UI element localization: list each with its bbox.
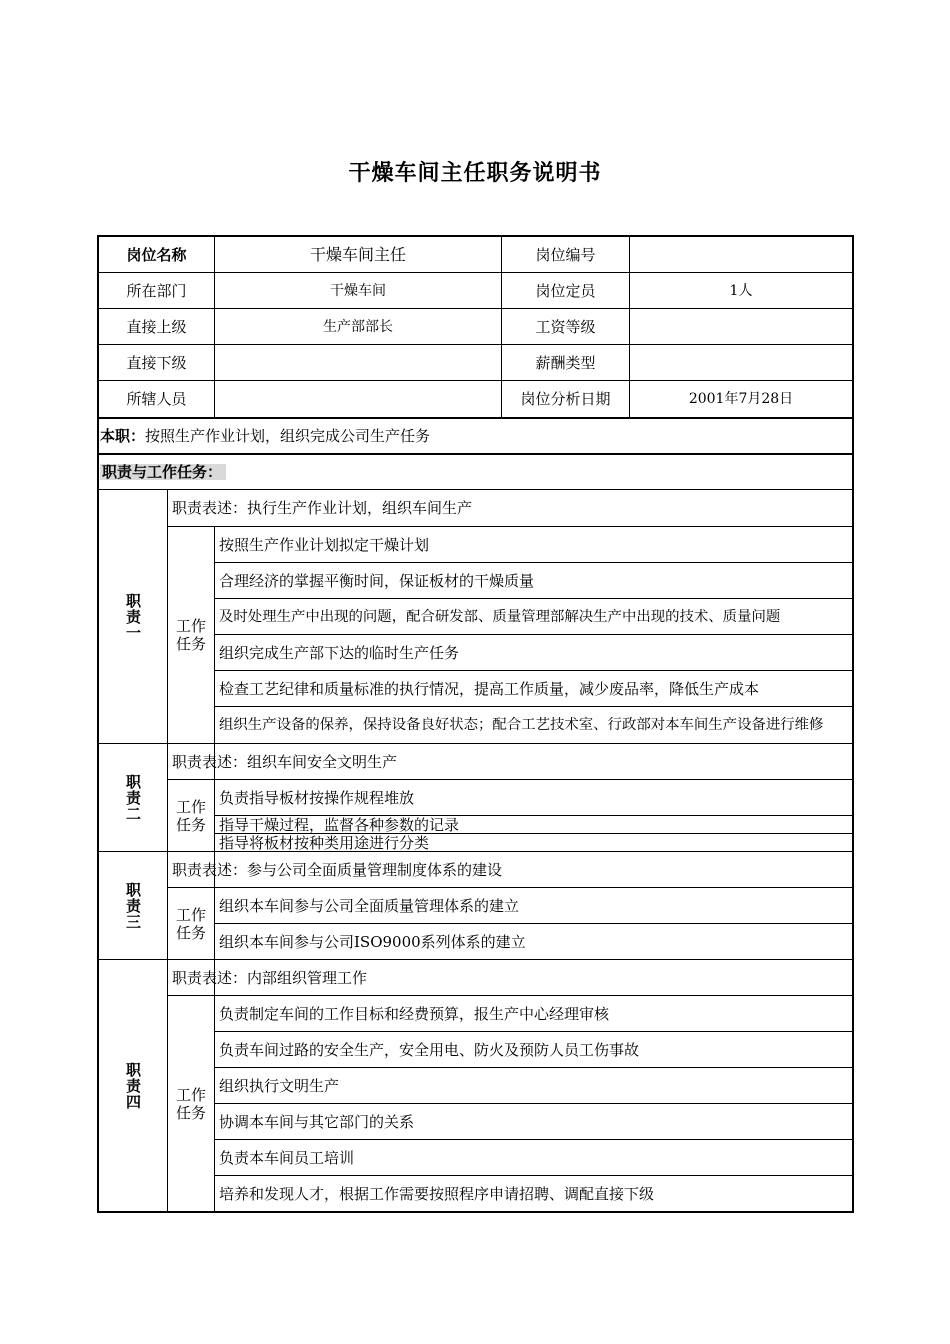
superior-label: 直接上级	[126, 317, 187, 336]
task-item: 合理经济的掌握平衡时间，保证板材的干燥质量	[219, 571, 535, 590]
duty-4-description: 职责表述：内部组织管理工作	[172, 968, 368, 987]
task-label-line1: 工作	[175, 617, 206, 635]
main-duty-label: 本职：	[100, 427, 146, 445]
task-item: 及时处理生产中出现的问题，配合研发部、质量管理部解决生产中出现的技术、质量问题	[219, 608, 781, 625]
duty-1-label	[99, 490, 167, 743]
duty-3-task-label	[168, 888, 214, 959]
task-label-line2: 任务	[175, 923, 206, 942]
staff-label: 所辖人员	[126, 390, 187, 408]
duty-1-task-label	[168, 527, 214, 743]
duties-header-row	[99, 455, 852, 489]
duty-3-label	[99, 852, 167, 959]
duty-2-label	[99, 744, 167, 851]
task-label-line2: 任务	[175, 815, 206, 834]
task-item: 组织完成生产部下达的临时生产任务	[219, 643, 460, 662]
subordinate-label: 直接下级	[126, 353, 187, 372]
salary-grade-value	[630, 309, 852, 344]
job-description-table	[97, 235, 854, 1213]
main-duty-text: 按照生产作业计划，组织完成公司生产任务	[145, 427, 431, 445]
headcount-value: 1人	[729, 282, 753, 299]
staff-value	[215, 381, 501, 417]
task-label-line1: 工作	[175, 1085, 206, 1104]
task-item: 检查工艺纪律和质量标准的执行情况，提高工作质量，减少废品率，降低生产成本	[219, 679, 760, 698]
department-label: 所在部门	[126, 281, 187, 300]
superior-value: 生产部部长	[323, 318, 393, 335]
pay-type-label: 薪酬类型	[535, 353, 596, 372]
position-code-label: 岗位编号	[535, 245, 596, 264]
task-item: 组织本车间参与公司全面质量管理体系的建立	[219, 896, 520, 915]
task-item: 组织本车间参与公司ISO9000系列体系的建立	[219, 932, 526, 951]
position-name-label: 岗位名称	[126, 245, 187, 264]
task-item: 组织执行文明生产	[219, 1076, 340, 1095]
task-item: 负责车间过路的安全生产，安全用电、防火及预防人员工伤事故	[219, 1040, 640, 1059]
page-title: 干燥车间主任职务说明书	[348, 161, 602, 186]
duty-2-description: 职责表述：组织车间安全文明生产	[172, 752, 398, 771]
analysis-date-label: 岗位分析日期	[520, 390, 611, 408]
task-label-line1: 工作	[175, 905, 206, 924]
analysis-date-value: 2001年7月28日	[688, 391, 794, 407]
task-item: 负责本车间员工培训	[219, 1148, 355, 1167]
subordinate-value	[215, 345, 501, 380]
duty-4-task-label	[168, 996, 214, 1211]
duty-4-name: 职责四	[124, 1061, 142, 1110]
department-value: 干燥车间	[330, 282, 386, 299]
task-label-line1: 工作	[175, 797, 206, 816]
task-item: 协调本车间与其它部门的关系	[219, 1112, 415, 1131]
task-label-line2: 任务	[175, 635, 206, 653]
duty-1-description: 职责表述：执行生产作业计划，组织车间生产	[172, 499, 473, 517]
task-item: 组织生产设备的保养，保持设备良好状态；配合工艺技术室、行政部对本车间生产设备进行维修	[219, 717, 824, 733]
duties-header: 职责与工作任务：	[100, 464, 226, 480]
position-name-value: 干燥车间主任	[309, 244, 406, 264]
duty-3-name: 职责三	[124, 881, 142, 930]
task-item: 培养和发现人才，根据工作需要按照程序申请招聘、调配直接下级	[219, 1184, 655, 1203]
duty-1-name: 职责一	[124, 592, 142, 641]
task-item: 负责制定车间的工作目标和经费预算，报生产中心经理审核	[219, 1004, 610, 1023]
position-code-value	[630, 237, 852, 272]
task-item: 按照生产作业计划拟定干燥计划	[219, 535, 430, 554]
duty-2-name: 职责二	[124, 773, 142, 822]
salary-grade-label: 工资等级	[535, 317, 596, 336]
task-item: 指导干燥过程，监督各种参数的记录	[219, 816, 460, 833]
task-item: 负责指导板材按操作规程堆放	[219, 788, 415, 807]
pay-type-value	[630, 345, 852, 380]
headcount-label: 岗位定员	[535, 281, 596, 300]
duty-2-task-label	[168, 780, 214, 851]
duty-4-label	[99, 960, 167, 1211]
main-duty-row	[99, 419, 852, 453]
task-label-line2: 任务	[175, 1103, 206, 1122]
duty-3-description: 职责表述：参与公司全面质量管理制度体系的建设	[172, 860, 503, 879]
task-item: 指导将板材按种类用途进行分类	[219, 834, 430, 851]
